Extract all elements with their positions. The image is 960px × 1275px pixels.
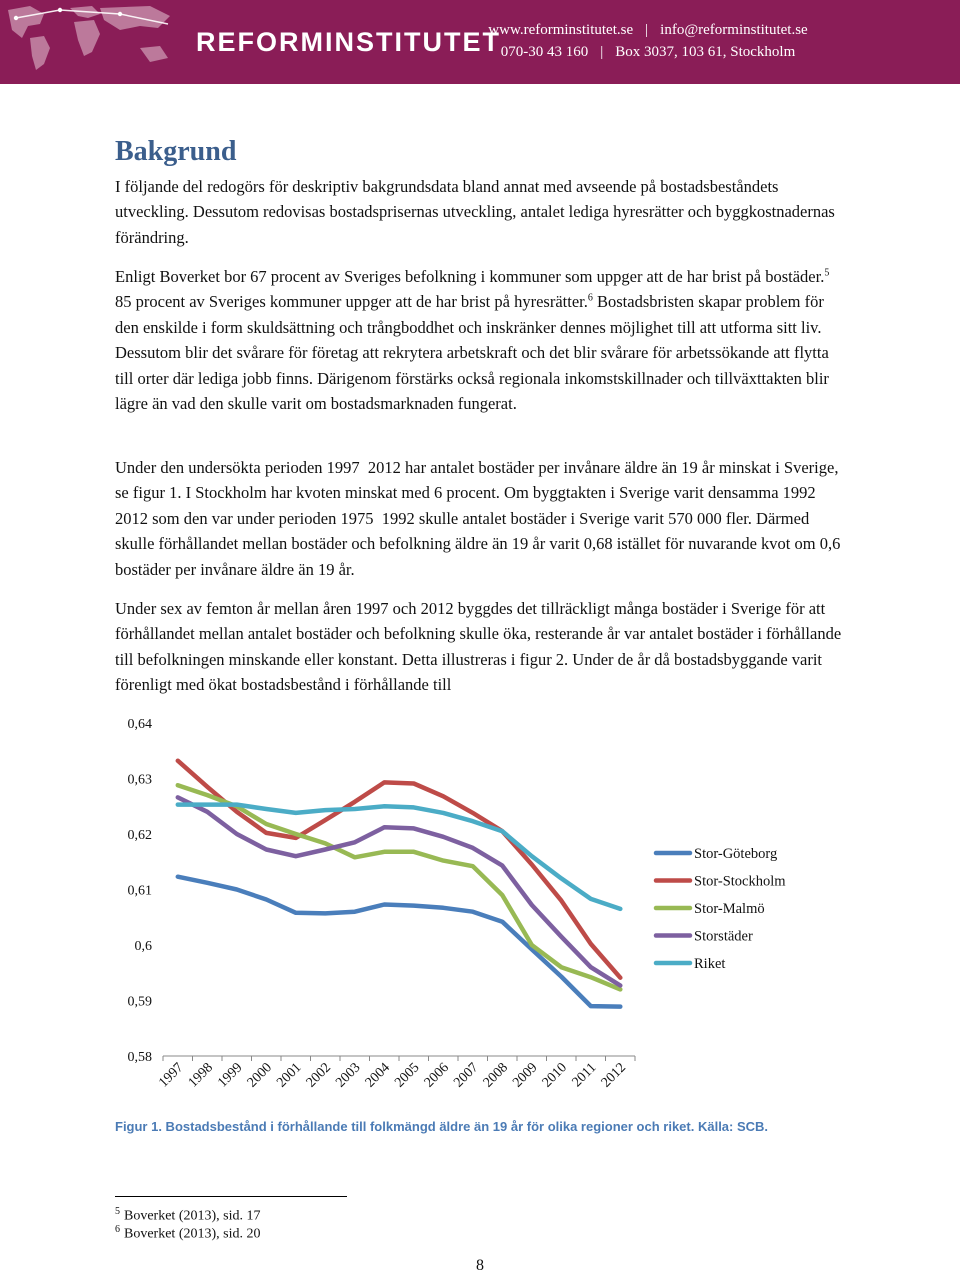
paragraph-period-analysis: Under den undersökta perioden 1997 2012 har antalet bostäder per invånare äldre än 19 år minskat i Sverige, se figur 1. I Stockholm har kvoten minskat med 6 procent. Om byggtakten i Sverige varit densamma 1992 2012 som den var under perioden 1975 1992 skulle antalet bostäder i Sverige varit 570 000 fler. Därmed skulle förhållandet mellan bostäder och befolkning äldre än 19 år varit 0,68 istället för nuvarande kvot om 0,6 bostäder per invånare äldre än 19 år. bbox=[115, 458, 841, 579]
paragraph-text: 85 procent av Sveriges kommuner uppger att de har brist på hyresrätter. bbox=[115, 292, 588, 312]
footnote-text: Boverket (2013), sid. 17 bbox=[124, 1208, 261, 1224]
x-tick-label: 2001 bbox=[274, 1060, 305, 1091]
x-tick-label: 2006 bbox=[421, 1060, 453, 1091]
y-tick-label: 0,63 bbox=[127, 772, 152, 788]
contact-line-1 bbox=[478, 19, 818, 41]
paragraph-intro: I följande del redogörs för deskriptiv bakgrundsdata bland annat med avseende på bostadsbeståndets utveckling. Dessutom redovisas bostadsprisernas utveckling, antalet lediga hyresrätter och byggkostnadernas förändring. bbox=[115, 177, 835, 247]
x-tick-label: 2002 bbox=[303, 1060, 335, 1091]
contact-info bbox=[478, 19, 818, 63]
figure-caption: Figur 1. Bostadsbestånd i förhållande till folkmängd äldre än 19 år för olika regioner och riket. Källa: SCB. bbox=[115, 1119, 769, 1134]
x-tick-label: 1999 bbox=[215, 1060, 246, 1091]
phone-number: 070-30 43 160 bbox=[500, 44, 589, 60]
footnote-6 bbox=[115, 1224, 260, 1243]
y-tick-label: 0,6 bbox=[134, 939, 152, 954]
paragraph-housing-shortage bbox=[115, 264, 845, 416]
line-chart bbox=[100, 700, 860, 1110]
y-tick-label: 0,64 bbox=[127, 717, 152, 732]
legend-label: Stor-Malmö bbox=[694, 901, 765, 917]
x-tick-label: 2007 bbox=[451, 1060, 482, 1091]
paragraph-text: Enligt Boverket bor 67 procent av Sveriges befolkning i kommuner som uppger att de har brist på bostäder. bbox=[115, 267, 825, 286]
footnote-number: 6 bbox=[115, 1224, 120, 1235]
page-header bbox=[0, 0, 960, 84]
contact-line-2 bbox=[478, 41, 818, 63]
x-tick-label: 2003 bbox=[333, 1060, 364, 1091]
x-tick-label: 1997 bbox=[156, 1060, 187, 1091]
x-tick-label: 2012 bbox=[598, 1060, 630, 1091]
footnote-ref-5[interactable]: 5 bbox=[824, 267, 830, 279]
legend-label: Riket bbox=[694, 956, 726, 972]
paragraph-construction-years: Under sex av femton år mellan åren 1997 och 2012 byggdes det tillräckligt många bostäder i Sverige för att förhållandet mellan antalet bostäder och befolkning skulle öka, resterande år var antalet bostäder i förhållande till befolkningen minskande eller konstant. Detta illustreras i figur 2. Under de år då bostadsbyggande varit förenligt med ökat bostadsbestånd i förhållande till bbox=[115, 599, 842, 695]
footnote-ref-6[interactable]: 6 bbox=[587, 292, 593, 304]
legend-label: Stor-Göteborg bbox=[694, 846, 778, 862]
footnote-5 bbox=[115, 1206, 260, 1225]
page-number: 8 bbox=[476, 1257, 484, 1274]
y-tick-label: 0,62 bbox=[127, 828, 152, 843]
y-tick-label: 0,61 bbox=[127, 883, 152, 899]
separator: | bbox=[645, 22, 649, 38]
legend-label: Storstäder bbox=[694, 928, 753, 945]
series-line-stor-stockholm bbox=[178, 761, 621, 978]
legend-label: Stor-Stockholm bbox=[694, 873, 786, 890]
footnote-text: Boverket (2013), sid. 20 bbox=[124, 1226, 261, 1242]
x-tick-label: 2004 bbox=[362, 1060, 394, 1091]
series-line-stor-g-teborg bbox=[178, 877, 621, 1007]
x-tick-label: 1998 bbox=[185, 1060, 217, 1091]
footnote-number: 5 bbox=[115, 1206, 120, 1217]
x-tick-label: 2000 bbox=[244, 1060, 276, 1091]
section-title: Bakgrund bbox=[115, 136, 237, 167]
y-tick-label: 0,59 bbox=[127, 994, 152, 1010]
website-link[interactable]: www.reforminstitutet.se bbox=[488, 22, 634, 38]
brand-name: REFORMINSTITUTET bbox=[196, 27, 501, 57]
world-map-logo-icon bbox=[0, 0, 200, 84]
x-tick-label: 2011 bbox=[569, 1060, 600, 1091]
footnote-divider bbox=[115, 1196, 347, 1197]
x-tick-label: 2008 bbox=[480, 1060, 512, 1091]
x-tick-label: 2010 bbox=[539, 1060, 571, 1091]
email-link[interactable]: info@reforminstitutet.se bbox=[660, 22, 808, 38]
x-tick-label: 2005 bbox=[392, 1060, 423, 1091]
separator: | bbox=[600, 44, 604, 60]
y-tick-label: 0,58 bbox=[127, 1050, 152, 1065]
postal-address: Box 3037, 103 61, Stockholm bbox=[615, 44, 796, 60]
x-tick-label: 2009 bbox=[510, 1060, 541, 1091]
paragraph-text: Bostadsbristen skapar problem för den enskilde i form skuldsättning och trångboddhet och inskränker dennes möjlighet till att utforma sitt liv. Dessutom blir det svårare för företag att rekrytera arbetskraft och det blir svårare för arbetssökande att flytta till orter där lediga jobb finns. Därigenom förstärks också regionala inkomstskillnader och tillväxttakten blir lägre än vad den skulle varit om bostadsmarknaden fungerat. bbox=[115, 292, 829, 414]
